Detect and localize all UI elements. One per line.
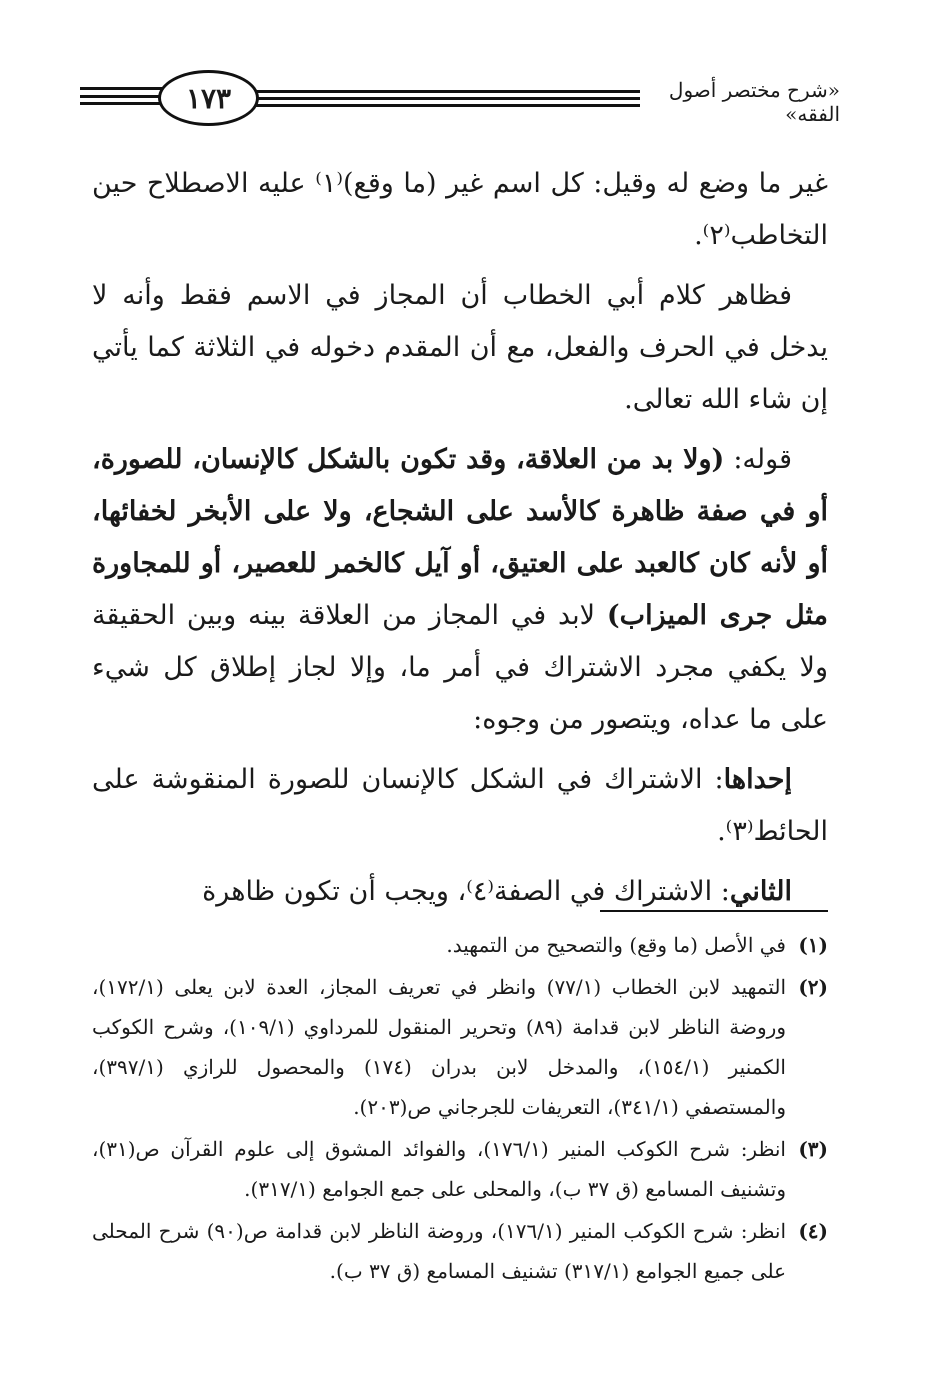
header-rule	[245, 90, 640, 93]
footnote	[92, 925, 828, 965]
paragraph-2: فظاهر كلام أبي الخطاب أن المجاز في الاسم فقط وأنه لا يدخل في الحرف والفعل، مع أن المقدم دخوله في الثلاثة كما يأتي إن شاء الله تعالى.	[92, 280, 828, 415]
footnote-text: التمهيد لابن الخطاب (٧٧/١) وانظر في تعريف المجاز، العدة لابن يعلى (١٧٢/١)، وروضة الناظر لابن قدامة (٨٩) وتحرير المنقول للمرداوي (١٠٩/١)، وشرح الكوكب الكمنير (١٥٤/١)، والمدخل لابن بدران (١٧٤) والمحصول للرازي (٣٩٧/١)، والمستصفي (٣٤١/١)، التعريفات للجرجاني ص(٢٠٣).	[92, 975, 787, 1119]
footnote	[92, 1211, 828, 1291]
footnote-number: (١)	[798, 933, 828, 957]
header-rule	[245, 104, 640, 107]
page-header	[80, 70, 840, 130]
point-text: : الاشتراك في الشكل كالإنسان للصورة المنقوشة على الحائط⁽٣⁾.	[92, 764, 828, 847]
paragraph-4	[92, 754, 828, 858]
footnote-number: (٣)	[798, 1137, 828, 1161]
point-label: إحداها	[723, 764, 792, 795]
footnote	[92, 1129, 828, 1209]
footnote-number: (٤)	[798, 1219, 828, 1243]
running-title: «شرح مختصر أصول الفقه»	[668, 78, 840, 126]
footnotes	[92, 925, 828, 1293]
footnote-text: انظر: شرح الكوكب المنير (١٧٦/١)، وروضة الناظر لابن قدامة ص(٩٠) شرح المحلى على جميع الجوامع (٣١٧/١) تشنيف المسامع (ق ٣٧ ب).	[92, 1219, 786, 1283]
quote-intro: قوله:	[724, 444, 792, 475]
footnote-separator	[600, 910, 828, 912]
footnote-number: (٢)	[798, 975, 828, 999]
paragraph-3	[92, 434, 828, 746]
header-rule	[80, 87, 165, 90]
header-rule	[80, 102, 165, 105]
paragraph-1: غير ما وضع له وقيل: كل اسم غير (ما وقع)⁽١⁾ عليه الاصطلاح حين التخاطب⁽٢⁾.	[92, 168, 828, 251]
header-rule	[245, 97, 640, 100]
footnote-text: في الأصل (ما وقع) والتصحيح من التمهيد.	[446, 933, 786, 957]
footnote-text: انظر: شرح الكوكب المنير (١٧٦/١)، والفوائد المشوق إلى علوم القرآن ص(٣١)، وتشنيف المسامع (ق ٣٧ ب)، والمحلى على جمع الجوامع (٣١٧/١).	[92, 1137, 786, 1201]
point-text: : الاشتراك في الصفة⁽٤⁾، ويجب أن تكون ظاهرة	[202, 876, 730, 907]
point-label: الثاني	[729, 876, 792, 907]
quoted-matn: (ولا بد من العلاقة، وقد تكون بالشكل كالإنسان، للصورة، أو في صفة ظاهرة كالأسد على الشجاع، ولا على الأبخر لخفائها، أو لأنه كان كالعبد على العتيق، أو آيل كالخمر للعصير، أو للمجاورة مثل جرى الميزاب)	[92, 444, 828, 631]
main-text	[92, 158, 828, 926]
footnote	[92, 967, 828, 1127]
header-rule	[80, 95, 165, 98]
page-number: ١٧٣	[158, 70, 259, 126]
commentary: لابد في المجاز من العلاقة بينه وبين الحقيقة ولا يكفي مجرد الاشتراك في أمر ما، وإلا لجاز إطلاق كل شيء على ما عداه، ويتصور من وجوه:	[92, 600, 828, 735]
